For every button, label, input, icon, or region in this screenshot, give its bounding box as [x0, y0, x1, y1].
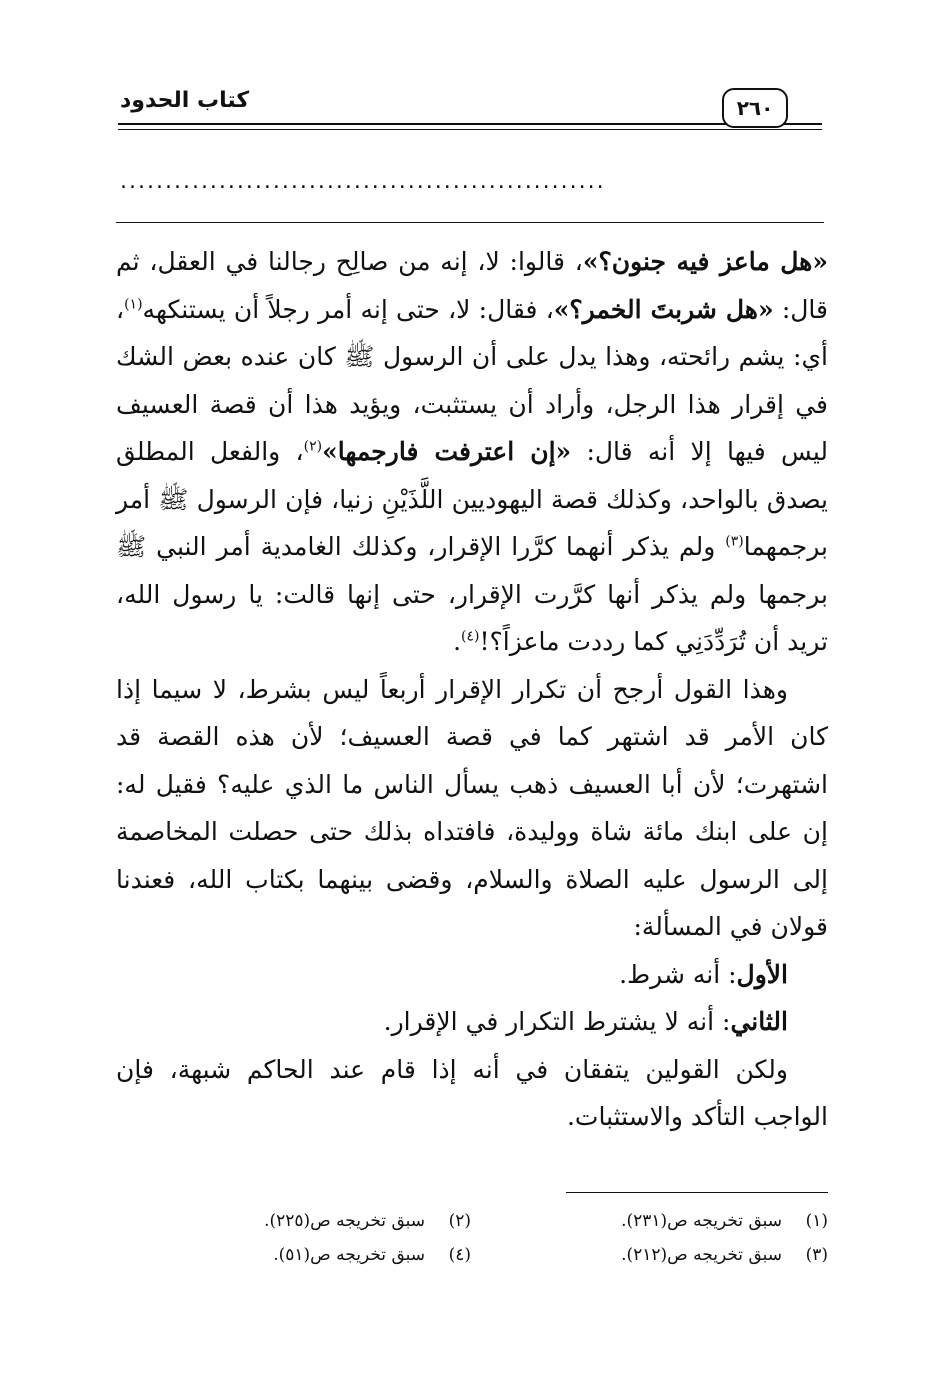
footnote-ref-3: (٣)	[725, 533, 744, 550]
paragraph-2: وهذا القول أرجح أن تكرار الإقرار أربعاً ليس بشرط، لا سيما إذا كان الأمر قد اشتهر كما في قصة العسيف؛ لأن هذه القصة قد اشتهرت؛ لأن أبا العسيف ذهب يسأل الناس ما الذي عليه؟ فقيل له: إن على ابنك مائة شاة ووليدة، فافتداه بذلك حتى حصلت المخاصمة إلى الرسول عليه الصلاة والسلام، وقضى بينهما بكتاب الله، فعندنا قولان في المسألة:	[116, 674, 828, 941]
footnote-3-number: (٣)	[805, 1245, 828, 1265]
footnote-2-number: (٢)	[448, 1211, 471, 1231]
footnote-ref-2: (٢)	[303, 438, 323, 455]
footnote-rule	[566, 1192, 828, 1193]
header-rule-bottom	[118, 129, 822, 130]
footnote-3-text: سبق تخريجه ص(٢١٢).	[621, 1245, 782, 1265]
footnote-1	[621, 1209, 828, 1233]
footnote-4-number: (٤)	[448, 1245, 471, 1265]
footnote-2-text: سبق تخريجه ص(٢٢٥).	[264, 1211, 425, 1231]
footnote-ref-4: (٤)	[461, 628, 480, 645]
main-text	[116, 238, 828, 1141]
hadith-quote-2: «هل شربتَ الخمر؟»	[553, 294, 774, 324]
hadith-quote-3: «إن اعترفت فارجمها»	[322, 437, 572, 466]
footnote-2	[264, 1209, 471, 1233]
page-number: ٢٦٠	[722, 88, 788, 128]
dotted-separator: ......................................................	[120, 169, 606, 194]
opinion-second-label: الثاني	[730, 1007, 788, 1036]
footnote-4-text: سبق تخريجه ص(٥١).	[273, 1245, 425, 1265]
section-rule	[116, 222, 824, 223]
hadith-quote-1: «هل ماعز فيه جنون؟»	[582, 247, 828, 276]
footnote-1-number: (١)	[805, 1211, 828, 1231]
running-title: كتاب الحدود	[116, 88, 253, 113]
opinion-first-label: الأول	[736, 959, 788, 989]
paragraph-1: «هل ماعز فيه جنون؟»، قالوا: لا، إنه من صالِح رجالنا في العقل، ثم قال: «هل شربتَ الخمر؟»، فقال: لا، حتى إنه أمر رجلاً أن يستنكهه$^{(١)}$، أي: يشم رائحته، وهذا يدل على أن الرسول ﷺ كان عنده بعض الشك في إقرار هذا الرجل، وأراد أن يستثبت، ويؤيد هذا أن قصة العسيف ليس فيها إلا أنه قال: «إن اعترفت فارجمها»$^{(٢)}$، والفعل المطلق يصدق بالواحد، وكذلك قصة اليهوديين اللَّذَيْنِ زنيا، فإن الرسول ﷺ أمر برجمهما$^{(٣)}$ ولم يذكر أنهما كرَّرا الإقرار، وكذلك الغامدية أمر النبي ﷺ برجمها ولم يذكر أنها كرَّرت الإقرار، حتى إنها قالت: يا رسول الله، تريد أن تُرَدِّدَنِي كما رددت ماعزاً؟!$^{(٤)}$.	[116, 247, 828, 656]
footnote-3	[621, 1243, 828, 1267]
header-rule-top	[118, 123, 822, 125]
opinion-first: الأول: أنه شرط.	[619, 959, 788, 989]
footnote-4	[273, 1243, 471, 1267]
footnote-ref-1: (١)	[124, 296, 143, 313]
opinion-second: الثاني: أنه لا يشترط التكرار في الإقرار.	[383, 1007, 788, 1036]
paragraph-3: ولكن القولين يتفقان في أنه إذا قام عند الحاكم شبهة، فإن الواجب التأكد والاستثبات.	[116, 1054, 828, 1131]
footnote-1-text: سبق تخريجه ص(٢٣١).	[621, 1211, 782, 1231]
